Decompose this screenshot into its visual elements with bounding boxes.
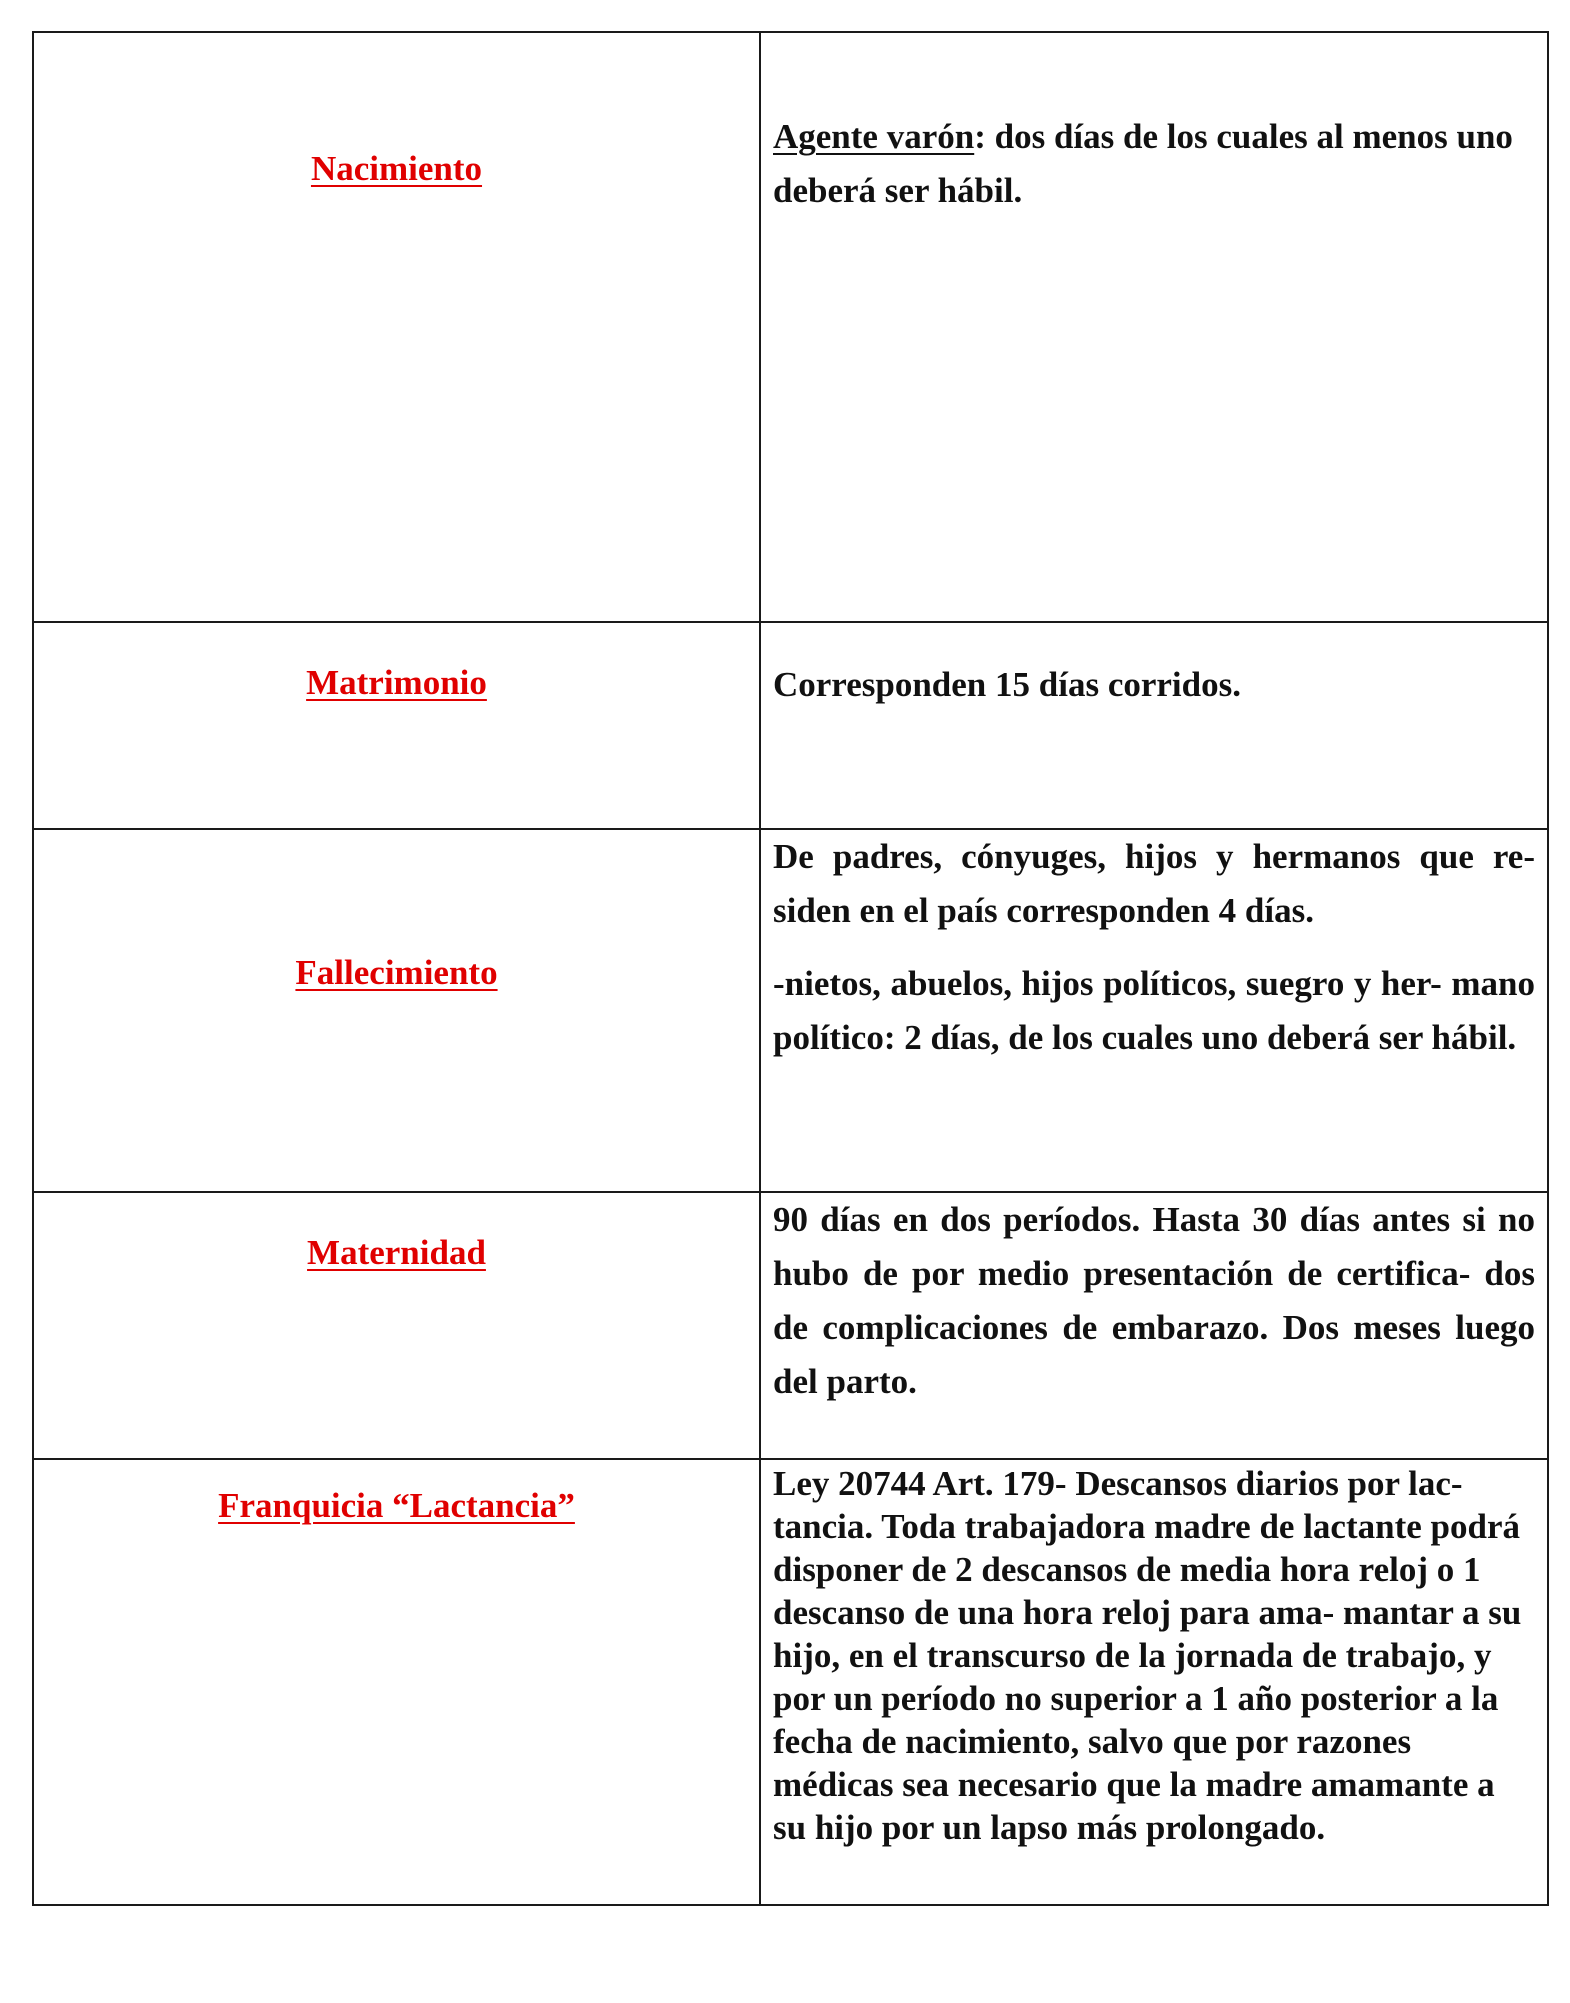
table-row bbox=[33, 32, 1548, 622]
table-row bbox=[33, 1459, 1548, 1905]
leave-type-cell bbox=[33, 1459, 760, 1905]
leave-description bbox=[773, 110, 1535, 218]
leave-description-cell bbox=[760, 32, 1548, 622]
leave-description-cell bbox=[760, 1192, 1548, 1459]
leave-description-cell bbox=[760, 622, 1548, 829]
leave-type-cell bbox=[33, 622, 760, 829]
leave-type-label: Maternidad bbox=[307, 1233, 486, 1272]
leave-table bbox=[32, 31, 1549, 1906]
table-row bbox=[33, 829, 1548, 1192]
leave-description: Corresponden 15 días corridos. bbox=[773, 665, 1241, 704]
leave-type-cell bbox=[33, 829, 760, 1192]
leave-description: Ley 20744 Art. 179- Descansos diarios por lac- tancia. Toda trabajadora madre de lactante podrá disponer de 2 descansos de media hora reloj o 1 descanso de una hora reloj para ama- mantar a su hijo, en el transcurso de la jornada de trabajo, y por un período no superior a 1 año posterior a la fecha de nacimiento, salvo que por razones médicas sea necesario que la madre amamante a su hijo por un lapso más prolongado. bbox=[773, 1464, 1522, 1847]
leave-type-label: Fallecimiento bbox=[295, 953, 498, 992]
leave-description: 90 días en dos períodos. Hasta 30 días antes si no hubo de por medio presentación de certifica- dos de complicaciones de embarazo. Dos meses luego del parto. bbox=[773, 1200, 1535, 1401]
leave-type-cell bbox=[33, 32, 760, 622]
leave-description-cell bbox=[760, 1459, 1548, 1905]
leave-type-label: Franquicia “Lactancia” bbox=[218, 1486, 575, 1525]
leave-type-cell bbox=[33, 1192, 760, 1459]
leave-type-label: Matrimonio bbox=[306, 663, 487, 702]
table-row bbox=[33, 1192, 1548, 1459]
description-text: : dos días de los cuales al menos uno deberá ser hábil. bbox=[773, 117, 1513, 210]
table-row bbox=[33, 622, 1548, 829]
agent-label: Agente varón bbox=[773, 117, 975, 156]
leave-description: De padres, cónyuges, hijos y hermanos que re- siden en el país corresponden 4 días. bbox=[773, 837, 1535, 930]
leave-description: -nietos, abuelos, hijos políticos, suegro y her- mano político: 2 días, de los cuales uno deberá ser hábil. bbox=[773, 964, 1535, 1057]
leave-type-label: Nacimiento bbox=[310, 149, 483, 188]
leave-description-cell bbox=[760, 829, 1548, 1192]
